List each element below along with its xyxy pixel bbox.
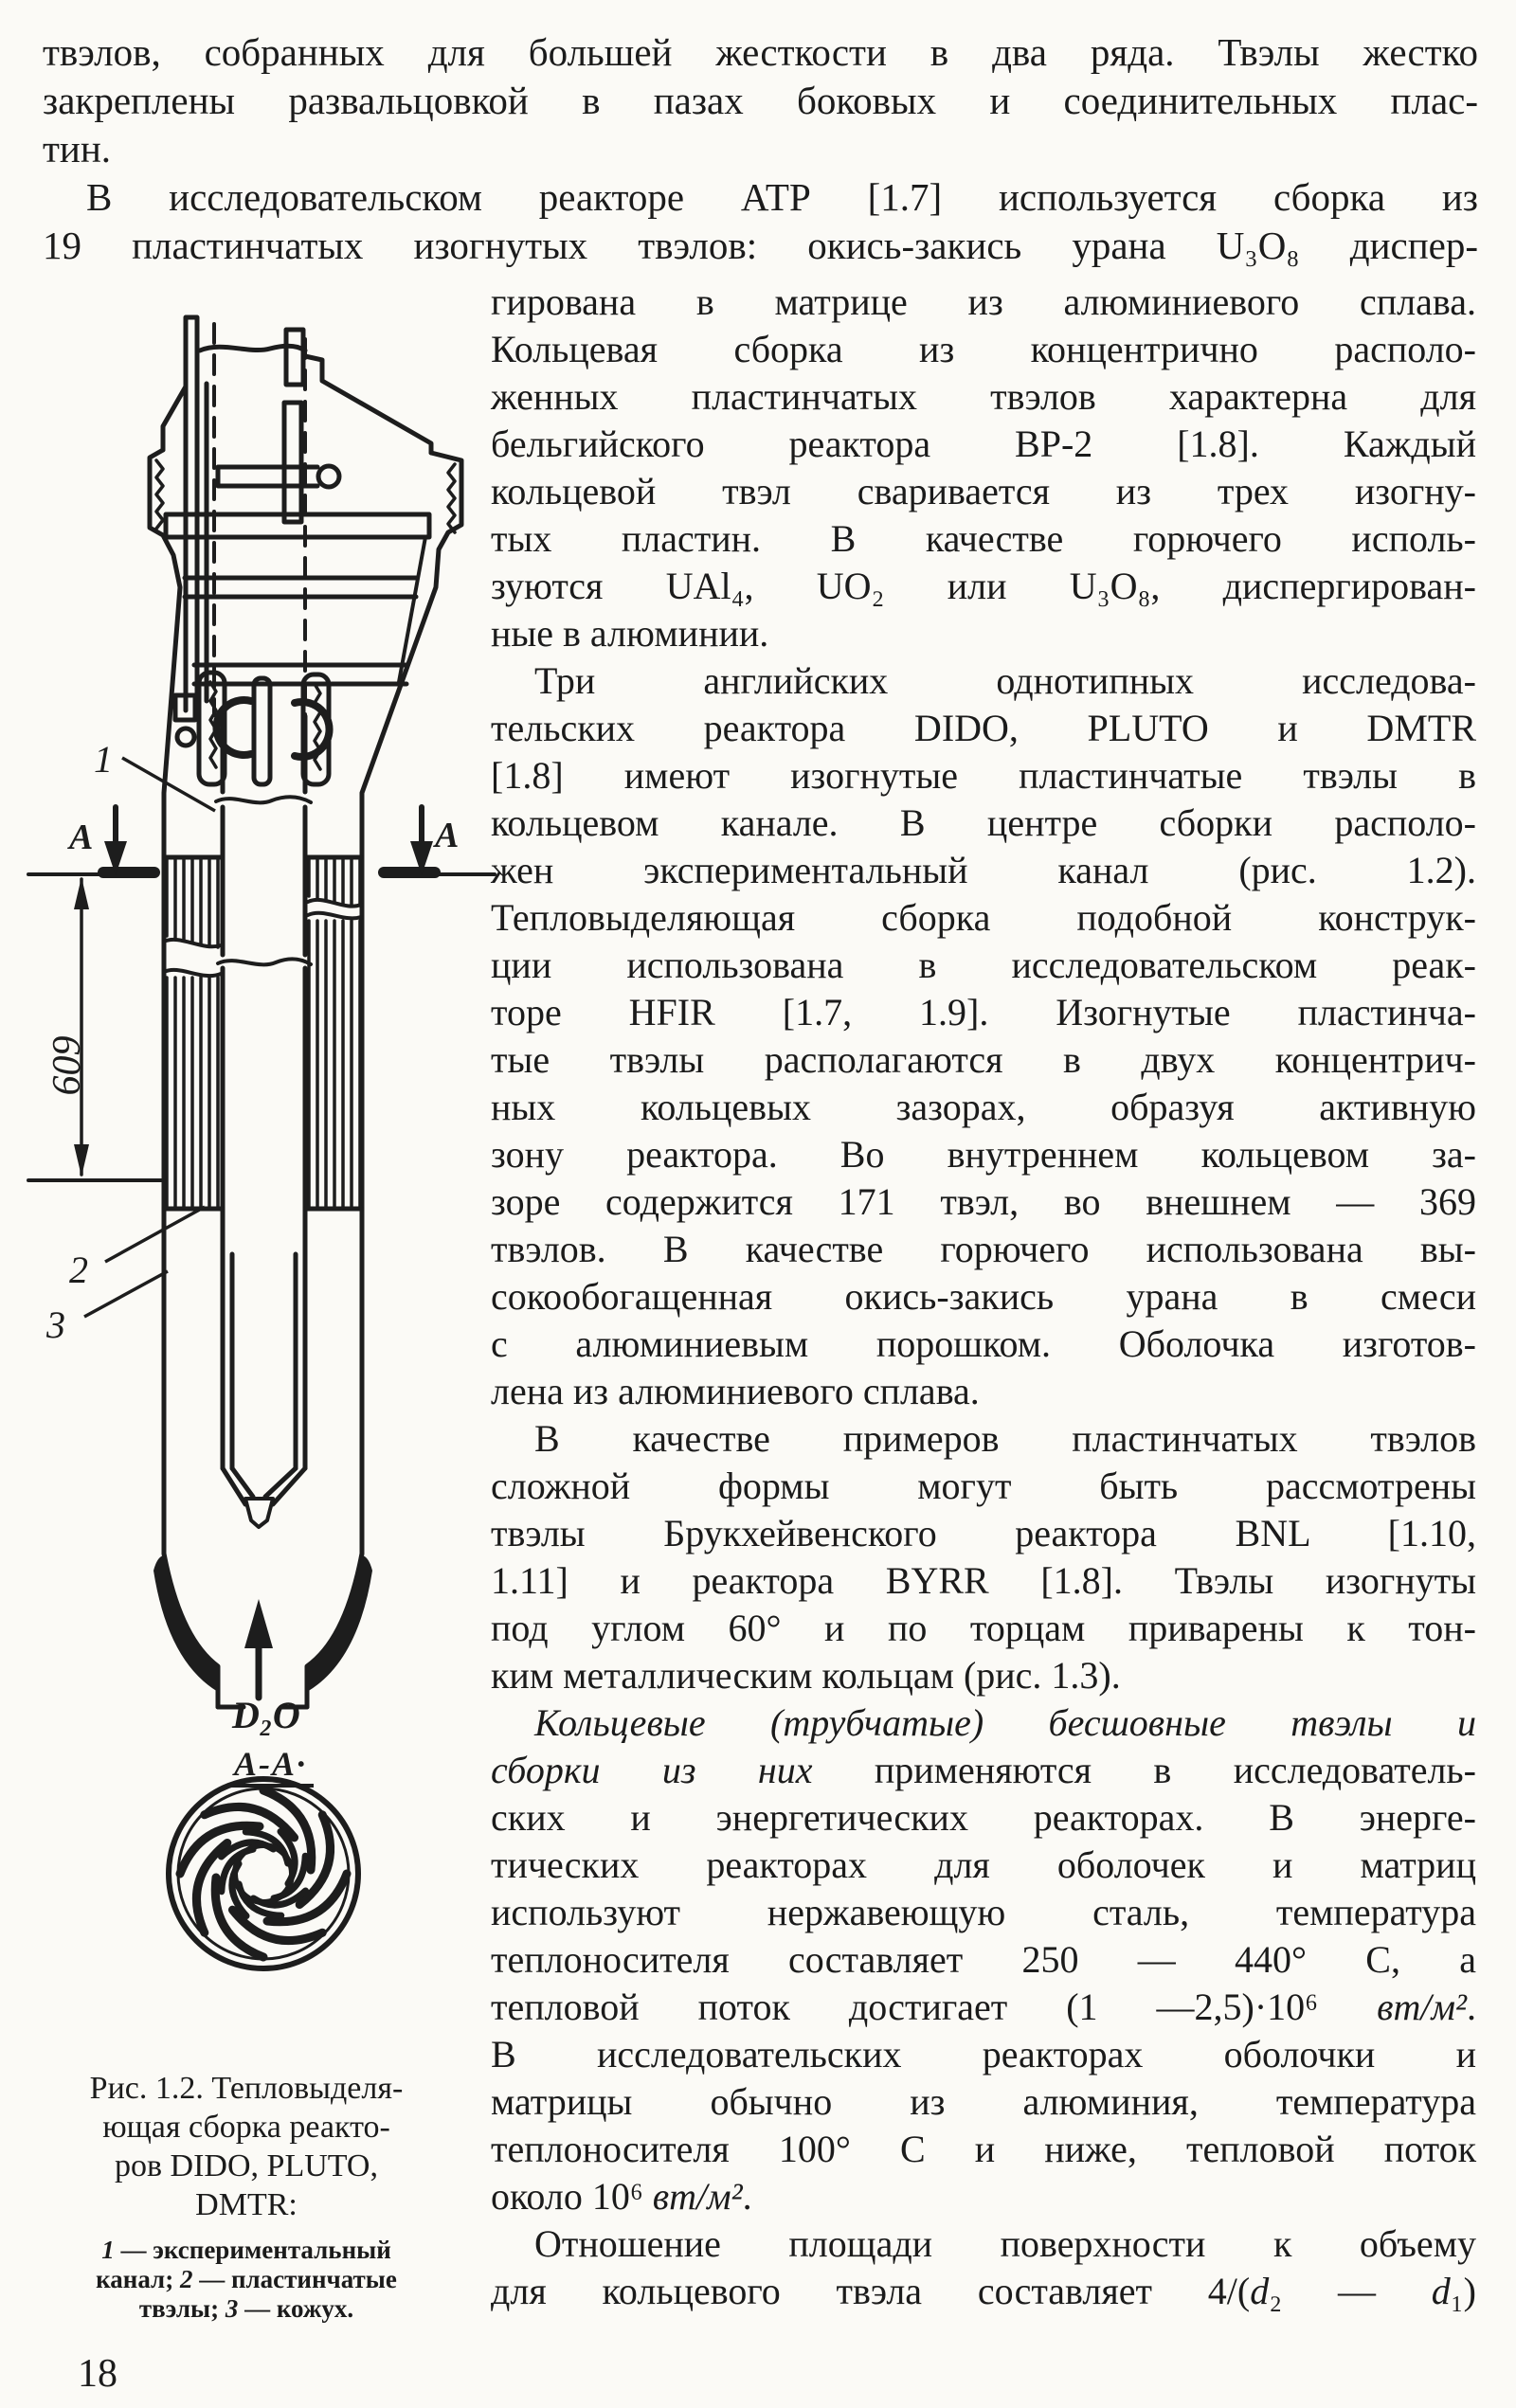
text-line: закреплены развальцовкой в пазах боковых и соединительных плас- xyxy=(43,79,1478,122)
legend-line: твэлы; 3 — кожух. xyxy=(138,2294,354,2323)
text-line: кольцевой твэл сваривается из трех изогну- xyxy=(491,470,1476,512)
top-text-block xyxy=(43,28,1478,270)
text-line: Три английских однотипных исследова- xyxy=(534,659,1476,702)
section-label-right: А xyxy=(435,816,460,855)
text-line: сборки из них применяются в исследователь- xyxy=(491,1749,1476,1791)
text-line: 19 пластинчатых изогнутых твэлов: окись-закись урана U₃O₈ диспер- xyxy=(43,224,1478,267)
break-wavy-2 xyxy=(218,959,311,964)
center-pin xyxy=(284,403,301,522)
center-slot xyxy=(254,678,270,784)
text-line: 1.11] и реактора BYRR [1.8]. Твэлы изогнуты xyxy=(491,1559,1476,1602)
thread-zigzag-right xyxy=(448,464,455,532)
thread-zigzag-left xyxy=(156,460,163,529)
text-line: тые твэлы располагаются в двух концентрич- xyxy=(491,1038,1476,1081)
cross-section-outer-ring xyxy=(169,1779,358,1968)
text-line: сложной формы могут быть рассмотрены xyxy=(491,1465,1476,1507)
plate-stack-right-lower xyxy=(309,921,360,1209)
plate-stack-left-lower-break xyxy=(164,970,221,976)
callout-1-label: 1 xyxy=(94,738,113,781)
caption-line: DMTR: xyxy=(195,2187,298,2222)
legend-line: 1 — экспериментальный xyxy=(101,2236,391,2264)
text-line: В качестве примеров пластинчатых твэлов xyxy=(534,1417,1476,1460)
text-line: В исследовательском реакторе АТР [1.7] используется сборка из xyxy=(86,175,1478,219)
text-line: Тепловыделяющая сборка подобной конструк- xyxy=(491,896,1476,939)
diagonal-strut xyxy=(399,537,425,682)
head-profile-left xyxy=(163,386,186,450)
text-line: матрицы обычно из алюминия, температура xyxy=(491,2080,1476,2123)
text-line: под углом 60° и по торцам приварены к тон- xyxy=(491,1607,1476,1649)
text-line: кольцевом канале. В центре сборки располо- xyxy=(491,801,1476,844)
pin-head-circle xyxy=(318,466,339,487)
text-line: теплоносителя составляет 250 — 440° С, а xyxy=(491,1938,1476,1981)
text-line: женных пластинчатых твэлов характерна для xyxy=(491,375,1476,418)
text-line: торе HFIR [1.7, 1.9]. Изогнутые пластинча- xyxy=(491,991,1476,1033)
text-line: используют нержавеющую сталь, температура xyxy=(491,1891,1476,1933)
text-line: твэлов. В качестве горючего использована вы- xyxy=(491,1228,1476,1270)
inner-tip xyxy=(245,1499,273,1527)
caption-line: ющая сборка реакто- xyxy=(102,2110,390,2145)
legend-line: канал; 2 — пластинчатые xyxy=(96,2265,397,2293)
body-text-column xyxy=(491,279,1476,2315)
text-line: [1.8] имеют изогнутые пластинчатые твэлы в xyxy=(491,754,1476,797)
text-line: зоре содержится 171 твэл, во внешнем — 369 xyxy=(491,1180,1476,1223)
caption-line: ров DIDO, PLUTO, xyxy=(115,2148,378,2183)
text-line: около 10⁶ вт/м². xyxy=(491,2175,752,2218)
inner-curved-plates xyxy=(211,1822,316,1927)
nozzle-flank-left xyxy=(153,1555,218,1692)
text-line: тин. xyxy=(43,127,112,171)
callout-3-label: 3 xyxy=(46,1303,65,1346)
text-line: твэлы Брукхейвенского реактора BNL [1.10, xyxy=(491,1512,1476,1554)
leader-lines xyxy=(84,758,215,1317)
text-line: тельских реактора DIDO, PLUTO и DMTR xyxy=(491,707,1476,749)
cross-bar-2 xyxy=(185,578,416,597)
text-line: лена из алюминиевого сплава. xyxy=(491,1370,980,1412)
head-profile-right xyxy=(305,356,431,453)
central-channel-hole xyxy=(235,1845,292,1902)
caption-line: Рис. 1.2. Тепловыделя- xyxy=(89,2071,404,2106)
text-line: Кольцевые (трубчатые) бесшовные твэлы и xyxy=(534,1701,1476,1744)
dimension-609-label: 609 xyxy=(45,1035,89,1096)
plate-stack-left-upper xyxy=(167,858,218,947)
channel-walls-lower xyxy=(223,968,305,1468)
text-line: теплоносителя 100° С и ниже, тепловой поток xyxy=(491,2128,1476,2170)
text-line: Кольцевая сборка из концентрично располо- xyxy=(491,328,1476,370)
text-line: для кольцевого твэла составляет 4/(d₂ — d₁) xyxy=(491,2270,1476,2312)
text-line: ким металлическим кольцам (рис. 1.3). xyxy=(491,1654,1121,1697)
text-line: с алюминиевым порошком. Оболочка изготов- xyxy=(491,1322,1476,1365)
plate-stack-right-lower-break xyxy=(308,913,361,919)
top-pin-right xyxy=(286,330,303,385)
fuel-assembly-drawing xyxy=(24,294,497,2075)
text-line: зуются UAl₄, UO₂ или U₃O₈, диспергирован- xyxy=(491,565,1476,607)
dimension-arrow-up xyxy=(74,877,89,909)
text-line: Отношение площади поверхности к объему xyxy=(534,2222,1476,2265)
clip-arc-right xyxy=(295,702,330,757)
figure-caption xyxy=(33,2069,460,2224)
figure-1-2 xyxy=(24,294,497,2075)
text-line: бельгийского реактора BP-2 [1.8]. Каждый xyxy=(491,422,1476,465)
channel-walls-mid xyxy=(223,807,305,955)
section-label-left: А xyxy=(69,818,94,857)
tube-foot-circle xyxy=(177,728,194,746)
text-line: ных кольцевых зазорах, образуя активную xyxy=(491,1086,1476,1128)
callout-2-label: 2 xyxy=(69,1249,88,1291)
head-top-wavy-edge xyxy=(200,346,305,350)
coolant-arrow-head xyxy=(244,1599,273,1648)
page-number: 18 xyxy=(78,2352,117,2396)
text-line: В исследовательских реакторах оболочки и xyxy=(491,2033,1476,2076)
nozzle-flank-right xyxy=(307,1555,372,1692)
dimension-arrow-down xyxy=(74,1144,89,1177)
plate-stack-left-lower xyxy=(167,978,218,1209)
cross-section-drawing xyxy=(169,1779,358,1968)
text-line: ции использована в исследовательском реак- xyxy=(491,943,1476,986)
text-line: сокообогащенная окись-закись урана в смеси xyxy=(491,1275,1476,1318)
figure-legend xyxy=(33,2236,460,2324)
coolant-d2o-label: D₂O xyxy=(232,1694,300,1736)
text-line: ских и энергетических реакторах. В энерге- xyxy=(491,1796,1476,1839)
text-line: ные в алюминии. xyxy=(491,612,769,655)
text-line: тепловой поток достигает (1 —2,5)·10⁶ вт/м². xyxy=(491,1986,1476,2028)
text-line: твэлов, собранных для большей жесткости в два ряда. Твэлы жестко xyxy=(43,30,1478,74)
text-line: зону реактора. Во внутреннем кольцевом за- xyxy=(491,1133,1476,1176)
break-wavy-1 xyxy=(216,797,311,802)
text-line: жен экспериментальный канал (рис. 1.2). xyxy=(491,849,1476,891)
text-line: тых пластин. В качестве горючего исполь- xyxy=(491,517,1476,560)
text-line: тических реакторах для оболочек и матриц xyxy=(491,1843,1476,1886)
section-a-a-label: А-А· xyxy=(234,1745,308,1783)
text-line: гирована в матрице из алюминиевого сплава. xyxy=(491,280,1476,323)
